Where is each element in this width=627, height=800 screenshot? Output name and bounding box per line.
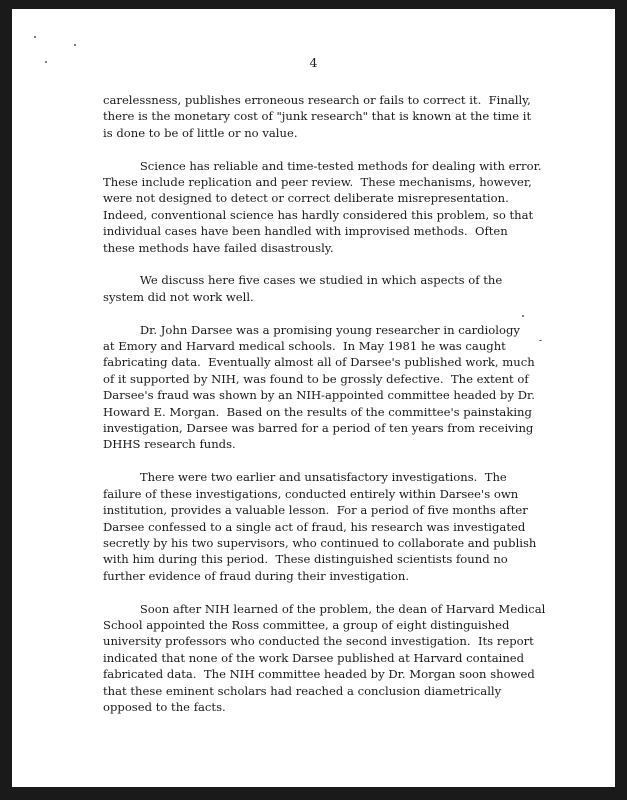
text-line: indicated that none of the work Darsee published at Harvard contained bbox=[103, 650, 525, 665]
text-line: there is the monetary cost of "junk research" that is known at the time it bbox=[103, 109, 532, 124]
text-line: Darsee confessed to a single act of fraud, his research was investigated bbox=[103, 519, 526, 534]
text-line: fabricating data. Eventually almost all of Darsee's published work, much bbox=[103, 355, 535, 370]
text-line: School appointed the Ross committee, a group of eight distinguished bbox=[103, 617, 510, 632]
text-line: Indeed, conventional science has hardly considered this problem, so that bbox=[103, 207, 534, 222]
text-line: university professors who conducted the second investigation. Its report bbox=[103, 634, 534, 649]
scan-speck bbox=[74, 44, 76, 46]
text-line: Howard E. Morgan. Based on the results of the committee's painstaking bbox=[103, 404, 532, 419]
scan-speck bbox=[34, 36, 36, 38]
text-line: Darsee's fraud was shown by an NIH-appointed committee headed by Dr. bbox=[103, 388, 535, 403]
text-line: Dr. John Darsee was a promising young researcher in cardiology bbox=[103, 322, 520, 337]
page-number: 4 bbox=[309, 55, 318, 70]
text-line: DHHS research funds. bbox=[103, 437, 236, 452]
text-line: were not designed to detect or correct deliberate misrepresentation. bbox=[103, 191, 509, 206]
text-line: is done to be of little or no value. bbox=[103, 125, 298, 140]
text-line: Science has reliable and time-tested methods for dealing with error. bbox=[103, 158, 542, 173]
text-line: of it supported by NIH, was found to be grossly defective. The extent of bbox=[103, 371, 529, 386]
text-line: We discuss here five cases we studied in which aspects of the bbox=[103, 273, 503, 288]
text-line: with him during this period. These distinguished scientists found no bbox=[103, 552, 508, 567]
text-line: There were two earlier and unsatisfactory investigations. The bbox=[103, 470, 507, 485]
text-line: failure of these investigations, conducted entirely within Darsee's own bbox=[103, 486, 519, 501]
text-line: Soon after NIH learned of the problem, the dean of Harvard Medical bbox=[103, 601, 546, 616]
text-line: these methods have failed disastrously. bbox=[103, 240, 334, 255]
text-line: opposed to the facts. bbox=[103, 699, 226, 714]
text-line: system did not work well. bbox=[103, 289, 254, 304]
text-line: institution, provides a valuable lesson. For a period of five months after bbox=[103, 503, 528, 518]
text-line: carelessness, publishes erroneous research or fails to correct it. Finally, bbox=[103, 93, 531, 107]
paragraph bbox=[103, 272, 543, 305]
document-page bbox=[12, 9, 615, 787]
paragraph bbox=[103, 158, 543, 256]
text-line: investigation, Darsee was barred for a period of ten years from receiving bbox=[103, 421, 534, 436]
paragraph bbox=[103, 92, 543, 141]
text-line: These include replication and peer review. These mechanisms, however, bbox=[103, 175, 532, 190]
body-text bbox=[103, 92, 546, 732]
paragraph bbox=[103, 469, 543, 584]
paragraph bbox=[103, 322, 543, 453]
text-line: secretly by his two supervisors, who continued to collaborate and publish bbox=[103, 535, 537, 550]
text-line: at Emory and Harvard medical schools. In May 1981 he was caught bbox=[103, 339, 506, 354]
paragraph bbox=[103, 601, 546, 716]
text-line: fabricated data. The NIH committee headed by Dr. Morgan soon showed bbox=[103, 667, 535, 682]
text-line: individual cases have been handled with improvised methods. Often bbox=[103, 224, 508, 239]
text-line: that these eminent scholars had reached a conclusion diametrically bbox=[103, 683, 502, 698]
text-line: further evidence of fraud during their investigation. bbox=[103, 568, 410, 583]
